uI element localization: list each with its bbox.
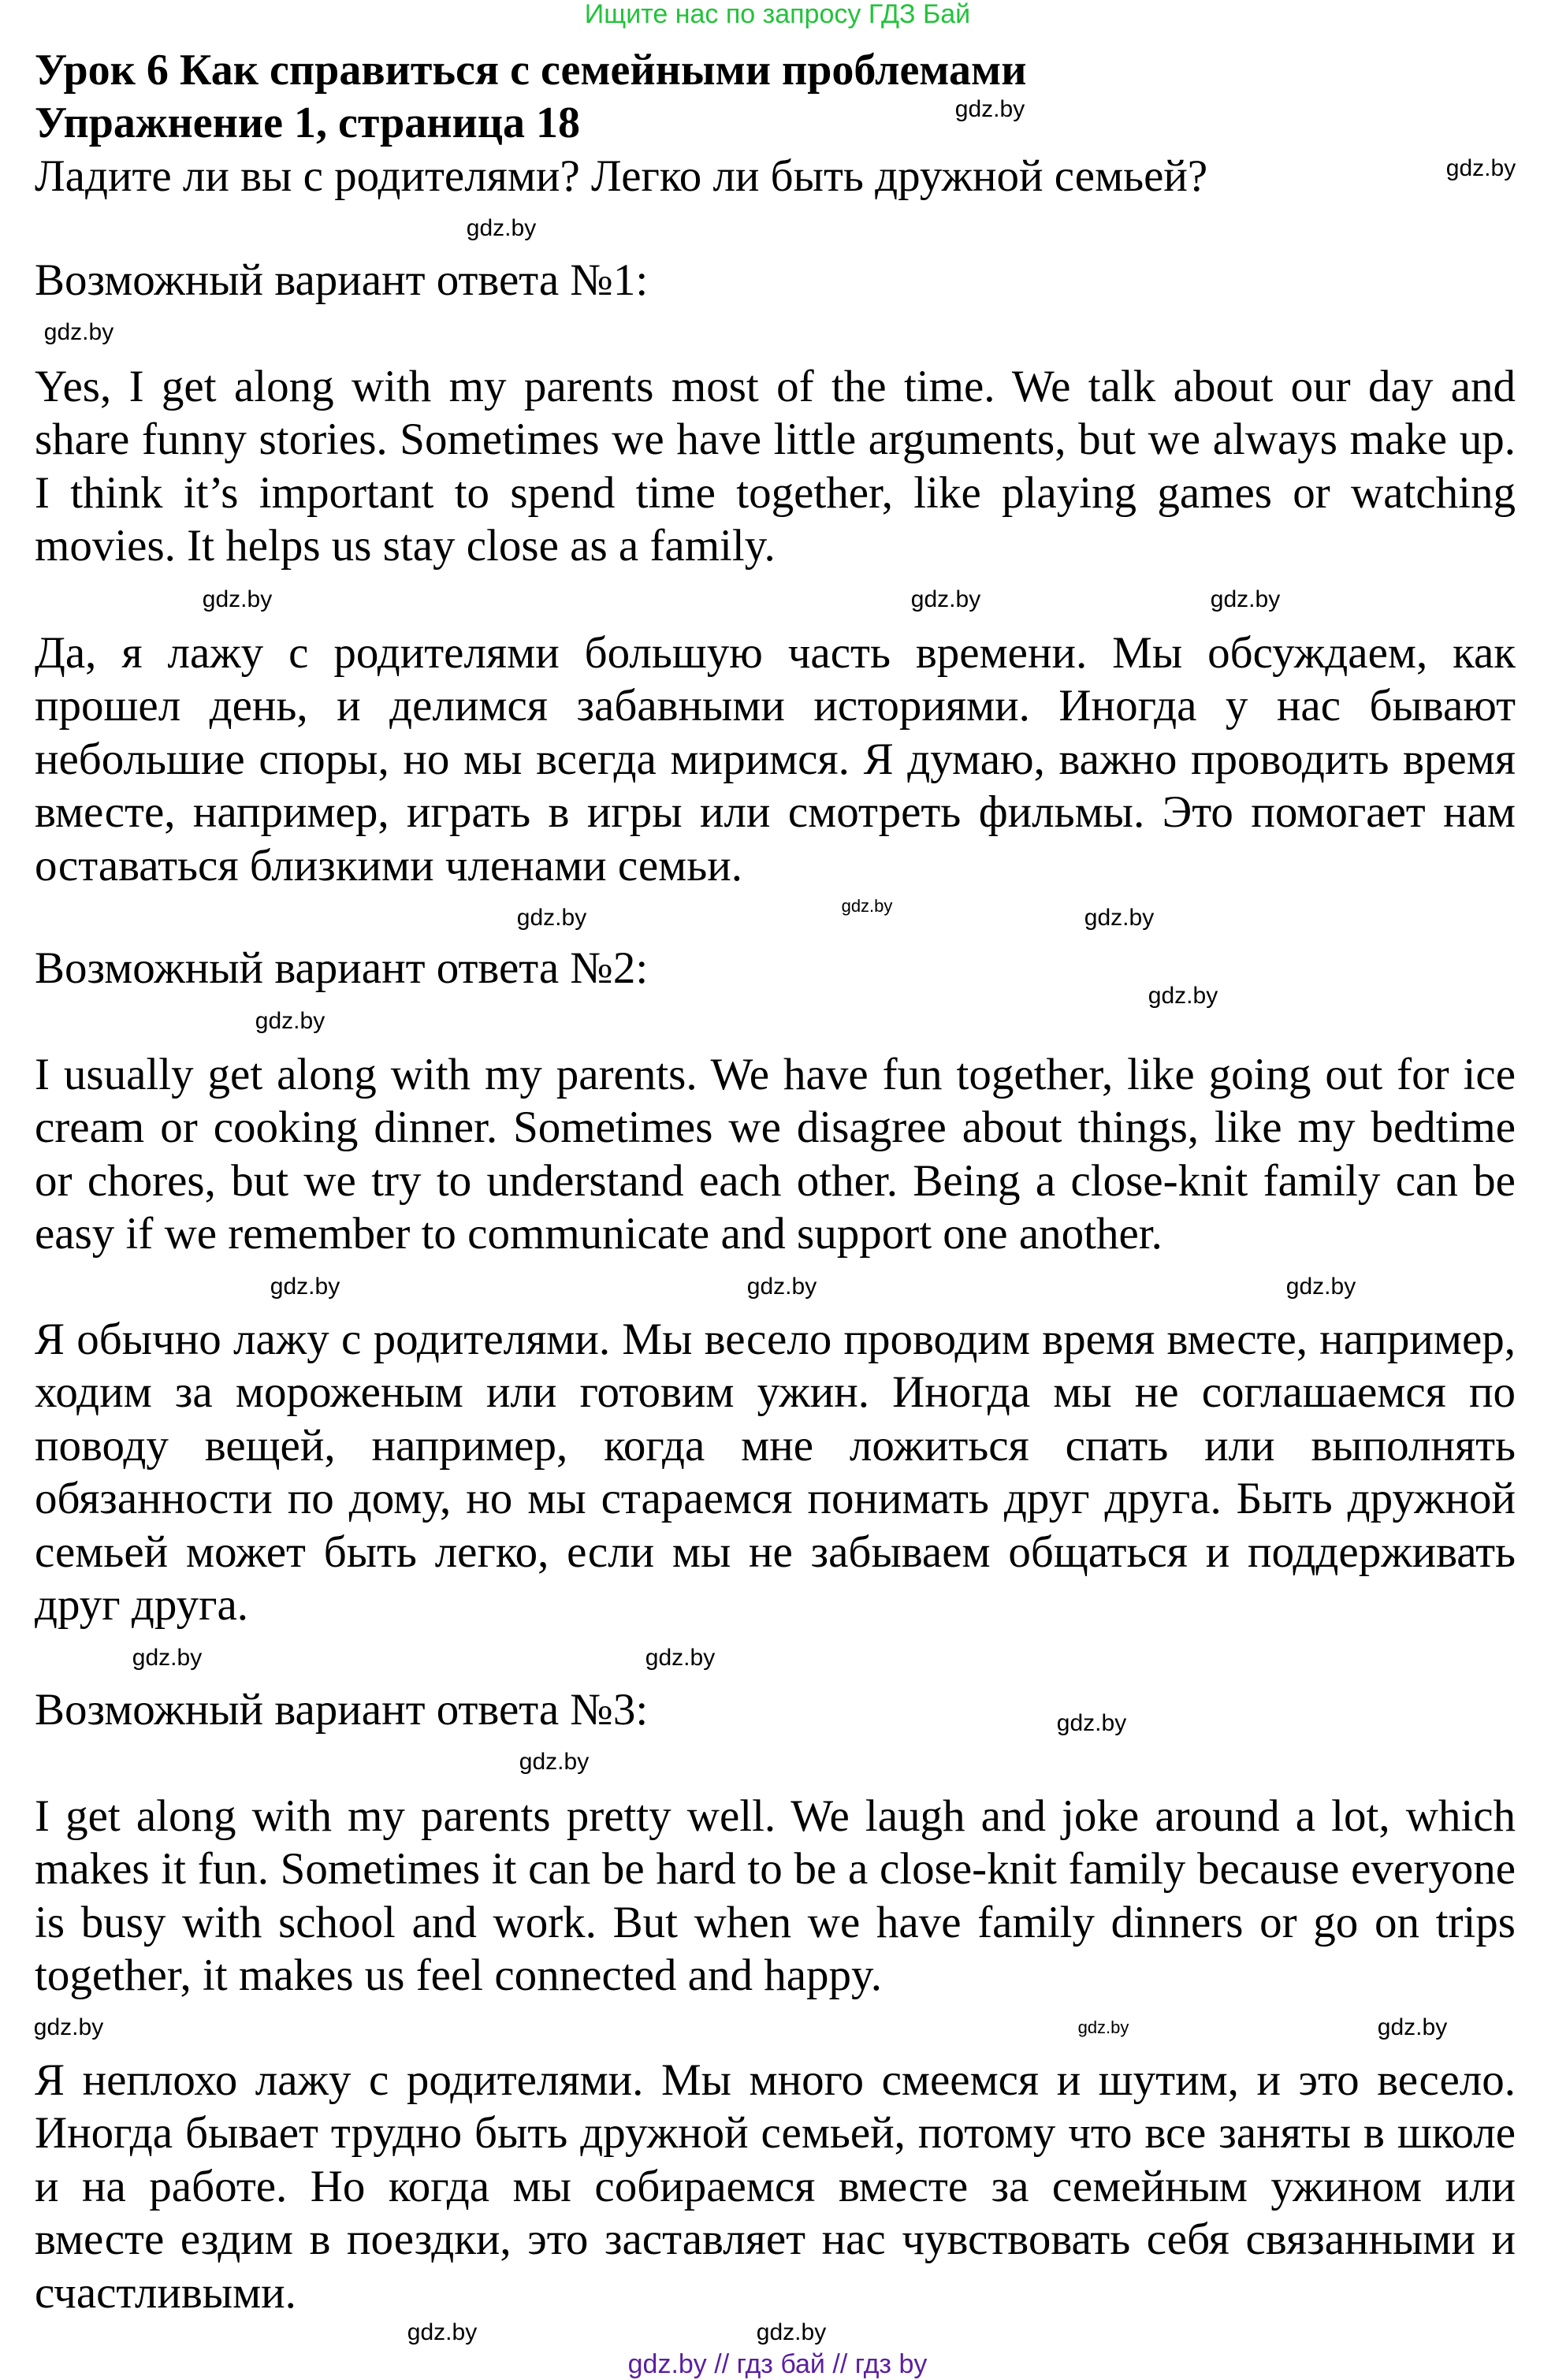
watermark: gdz.by: [1210, 586, 1281, 612]
text-line: cream or cooking dinner. Sometimes we disagree about things, like my bedtime: [35, 1103, 1516, 1153]
text-line: makes it fun. Sometimes it can be hard to be a close-knit family because everyone: [35, 1844, 1516, 1895]
variant-2-russian: [35, 1313, 1516, 1631]
watermark: gdz.by: [132, 1645, 203, 1671]
watermark: gdz.by: [746, 1274, 817, 1300]
variant-3-russian: [35, 2054, 1516, 2319]
watermark: gdz.by: [270, 1274, 340, 1300]
text-line: movies. It helps us stay close as a family.: [35, 521, 776, 571]
watermark: gdz.by: [1285, 1274, 1356, 1300]
text-line: прошел день, и делимся забавными историями. Иногда у нас бывают: [35, 681, 1516, 731]
watermark: gdz.by: [1084, 905, 1155, 931]
text-line: I usually get along with my parents. We have fun together, like going out for ice: [35, 1050, 1516, 1099]
text-line: I get along with my parents pretty well. We laugh and joke around a lot, which: [35, 1791, 1516, 1841]
watermark: gdz.by: [466, 215, 537, 241]
watermark: gdz.by: [255, 1008, 326, 1034]
text-line: easy if we remember to communicate and support one another.: [35, 1209, 1163, 1259]
text-line: обязанности по дому, но мы стараемся понимать друг друга. Быть дружной: [35, 1474, 1516, 1524]
text-line: друг друга.: [35, 1579, 249, 1630]
text-line: Я неплохо лажу с родителями. Мы много смеемся и шутим, и это весело.: [35, 2055, 1516, 2105]
watermark: gdz.by: [1445, 155, 1516, 181]
text-line: счастливыми.: [35, 2267, 296, 2318]
text-line: Иногда бывает трудно быть дружной семьей, потому что все заняты в школе: [35, 2108, 1516, 2159]
text-line: I think it’s important to spend time together, like playing games or watching: [35, 467, 1516, 518]
variant-1-heading: Возможный вариант ответа №1:: [35, 255, 649, 305]
watermark: gdz.by: [1056, 1710, 1127, 1736]
text-line: share funny stories. Sometimes we have little arguments, but we always make up.: [35, 415, 1516, 465]
watermark: gdz.by: [519, 1749, 590, 1775]
footer-links[interactable]: gdz.by // гдз бай // гдз by: [627, 2349, 928, 2379]
watermark: gdz.by: [43, 319, 114, 345]
watermark: gdz.by: [202, 586, 273, 612]
variant-3-heading: Возможный вариант ответа №3:: [35, 1685, 649, 1735]
text-line: небольшие споры, но мы всегда миримся. Я думаю, важно проводить время: [35, 734, 1516, 784]
text-line: together, it makes us feel connected and happy.: [35, 1950, 883, 2001]
watermark: gdz.by: [1148, 983, 1218, 1009]
text-line: семьей может быть легко, если мы не забываем общаться и поддерживать: [35, 1527, 1516, 1577]
watermark: gdz.by: [407, 2319, 478, 2345]
exercise-subtitle: Упражнение 1, страница 18: [35, 99, 581, 147]
watermark: gdz.by: [645, 1645, 716, 1671]
text-line: is busy with school and work. But when we have family dinners or go on trips: [35, 1897, 1516, 1947]
watermark: gdz.by: [841, 896, 893, 916]
text-line: Я обычно лажу с родителями. Мы весело проводим время вместе, например,: [35, 1315, 1516, 1364]
watermark: gdz.by: [1077, 2017, 1129, 2037]
variant-1-russian: [35, 627, 1516, 892]
variant-1-english: [35, 360, 1516, 573]
watermark: gdz.by: [756, 2319, 827, 2345]
text-line: поводу вещей, например, когда мне ложиться спать или выполнять: [35, 1420, 1516, 1471]
variant-2-english: [35, 1048, 1516, 1261]
watermark: gdz.by: [954, 96, 1025, 122]
text-line: вместе, например, играть в игры или смотреть фильмы. Это помогает нам: [35, 787, 1516, 838]
text-line: оставаться близкими членами семьи.: [35, 840, 743, 891]
text-line: Да, я лажу с родителями большую часть времени. Мы обсуждаем, как: [35, 628, 1516, 678]
text-line: or chores, but we try to understand each other. Being a close-knit family can be: [35, 1155, 1516, 1206]
watermark: gdz.by: [516, 905, 587, 931]
exercise-question: Ладите ли вы с родителями? Легко ли быть дружной семьей?: [35, 151, 1208, 201]
watermark: gdz.by: [1377, 2014, 1448, 2040]
variant-2-heading: Возможный вариант ответа №2:: [35, 943, 649, 993]
text-line: Yes, I get along with my parents most of the time. We talk about our day and: [35, 362, 1516, 411]
watermark: gdz.by: [33, 2014, 104, 2040]
text-line: вместе ездим в поездки, это заставляет нас чувствовать себя связанными и: [35, 2215, 1516, 2265]
lesson-title: Урок 6 Как справиться с семейными проблемами: [35, 46, 1027, 95]
text-line: и на работе. Но когда мы собираемся вместе за семейным ужином или: [35, 2161, 1516, 2211]
text-line: ходим за мороженым или готовим ужин. Иногда мы не соглашаемся по: [35, 1367, 1516, 1418]
watermark: gdz.by: [910, 586, 981, 612]
search-hint-link[interactable]: Ищите нас по запросу ГДЗ Бай: [584, 0, 971, 29]
variant-3-english: [35, 1790, 1516, 2003]
